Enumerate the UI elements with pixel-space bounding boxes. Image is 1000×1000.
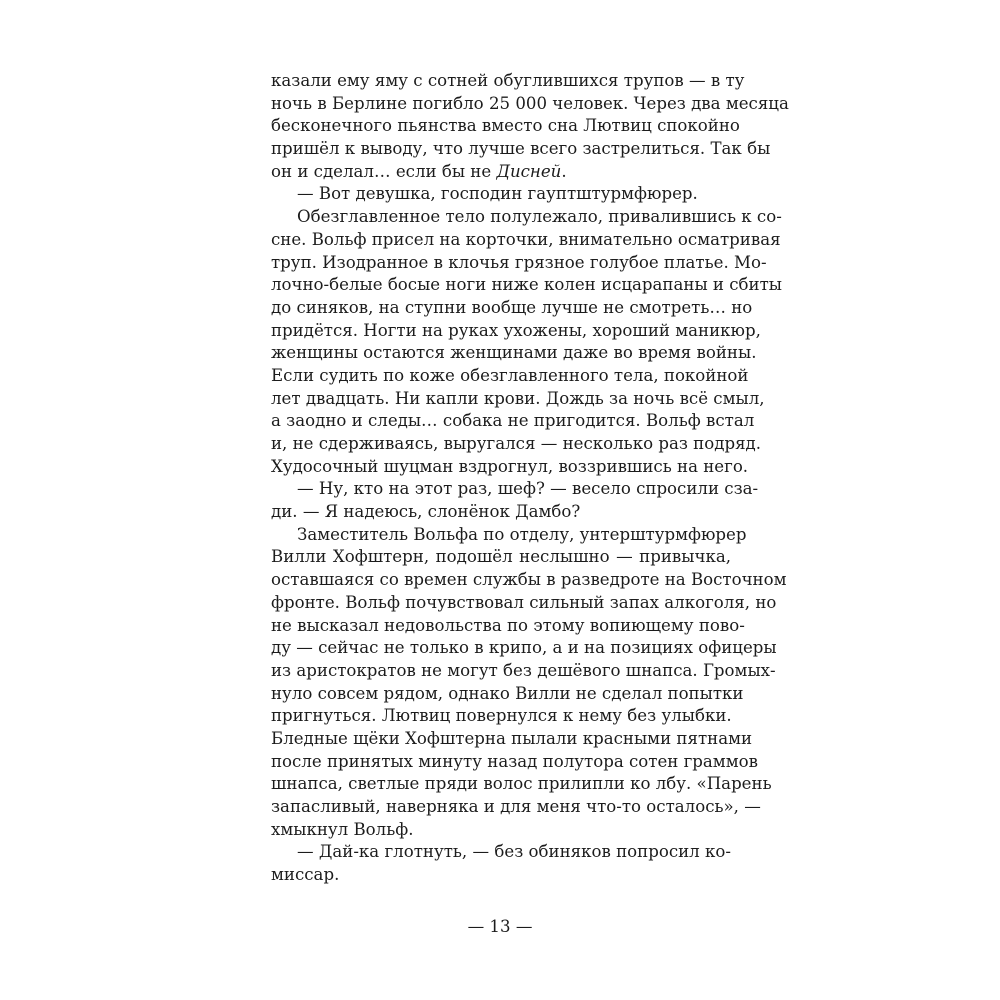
text-line: а заодно и следы… собака не пригодится. Вольф встал bbox=[271, 411, 755, 431]
paragraph bbox=[271, 206, 782, 478]
text-line: не высказал недовольства по этому вопиющему пово- bbox=[271, 615, 745, 635]
text-line: Если судить по коже обезглавленного тела, покойной bbox=[271, 365, 749, 385]
text-line: Вилли Хофштерн, подошёл неслышно — привычка, bbox=[271, 547, 731, 567]
text-line: хмыкнул Вольф. bbox=[271, 819, 414, 839]
text-line: придётся. Ногти на руках ухожены, хороший маникюр, bbox=[271, 320, 761, 340]
text-line: до синяков, на ступни вообще лучше не смотреть… но bbox=[271, 297, 753, 317]
text-line: и, не сдерживаясь, выругался — несколько раз подряд. bbox=[271, 434, 762, 453]
text-line: Заместитель Вольфа по отделу, унтерштурмфюрер bbox=[297, 524, 747, 544]
page-number: — 13 — bbox=[467, 917, 533, 936]
paragraph bbox=[271, 524, 787, 842]
text-line: пригнуться. Лютвиц повернулся к нему без улыбки. bbox=[271, 706, 732, 726]
page-body bbox=[271, 70, 789, 887]
text-line: труп. Изодранное в клочья грязное голубое платье. Мо- bbox=[271, 252, 767, 272]
text-line: Худосочный шуцман вздрогнул, воззрившись на него. bbox=[271, 456, 749, 476]
text-line: после принятых минуту назад полутора сотен граммов bbox=[271, 751, 758, 771]
text-line: ночь в Берлине погибло 25 000 человек. Через два месяца bbox=[271, 93, 789, 113]
text-span: . bbox=[561, 161, 567, 181]
dialogue-line: — Дай-ка глотнуть, — без обиняков попросил ко- bbox=[297, 842, 731, 862]
paragraph bbox=[271, 841, 731, 886]
text-line: из аристократов не могут без дешёвого шнапса. Громых- bbox=[271, 660, 776, 680]
dialogue-line: — Ну, кто на этот раз, шеф? — весело спросили сза- bbox=[297, 479, 759, 499]
text-line: ду — сейчас не только в крипо, а и на позициях офицеры bbox=[271, 638, 777, 658]
dialogue-line: миссар. bbox=[271, 865, 340, 885]
text-line: лочно-белые босые ноги ниже колен исцарапаны и сбиты bbox=[271, 275, 782, 295]
dialogue-line: — Вот девушка, господин гауптштурмфюрер. bbox=[297, 184, 698, 204]
text-line: запасливый, наверняка и для меня что-то осталось», — bbox=[271, 797, 761, 816]
text-line: оставшаяся со времен службы в разведроте на Восточном bbox=[271, 570, 787, 590]
text-line: пришёл к выводу, что лучше всего застрелиться. Так бы bbox=[271, 139, 771, 159]
text-line: Обезглавленное тело полулежало, привалившись к со- bbox=[297, 207, 782, 227]
text-line: лет двадцать. Ни капли крови. Дождь за ночь всё смыл, bbox=[271, 388, 765, 408]
italic-name: Дисней bbox=[496, 161, 562, 181]
dialogue-line: ди. — Я надеюсь, слонёнок Дамбо? bbox=[271, 502, 581, 522]
text-line: шнапса, светлые пряди волос прилипли ко лбу. «Парень bbox=[271, 774, 772, 794]
text-line bbox=[271, 161, 731, 184]
text-line: женщины остаются женщинами даже во время войны. bbox=[271, 343, 757, 363]
text-line: нуло совсем рядом, однако Вилли не сделал попытки bbox=[271, 683, 744, 703]
text-line: казали ему яму с сотней обуглившихся трупов — в ту bbox=[271, 71, 745, 90]
text-line: сне. Вольф присел на корточки, внимательно осматривая bbox=[271, 229, 781, 249]
text-line: Бледные щёки Хофштерна пылали красными пятнами bbox=[271, 728, 753, 748]
text-line: бесконечного пьянства вместо сна Лютвиц спокойно bbox=[271, 116, 740, 136]
paragraph bbox=[271, 70, 789, 183]
text-line: фронте. Вольф почувствовал сильный запах алкоголя, но bbox=[271, 592, 777, 612]
paragraph bbox=[271, 183, 731, 206]
paragraph bbox=[271, 478, 759, 523]
text-span: он и сделал… если бы не bbox=[271, 161, 497, 181]
